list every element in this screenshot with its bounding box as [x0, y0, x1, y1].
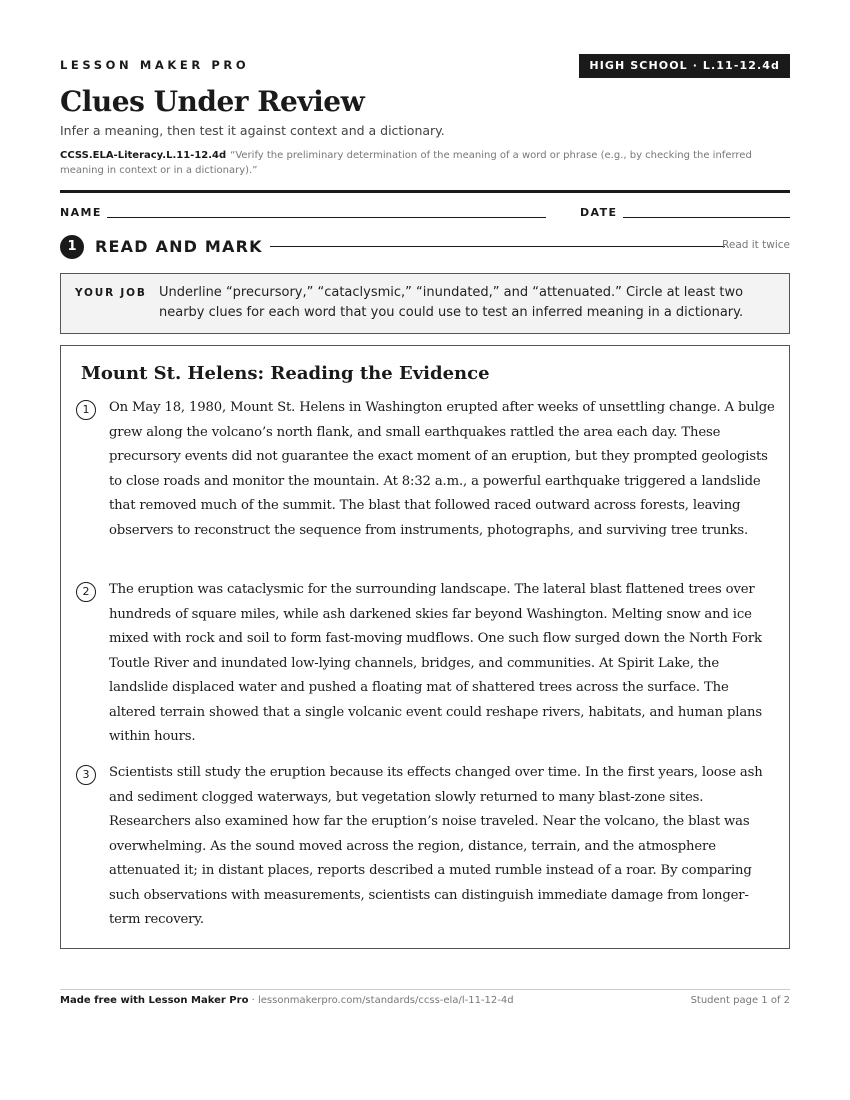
- footer-credit: Made free with Lesson Maker Pro: [60, 995, 249, 1006]
- paragraph-number: 1: [76, 400, 96, 420]
- date-field-line[interactable]: [623, 217, 790, 218]
- paragraph-number: 2: [76, 582, 96, 602]
- paragraph-text: On May 18, 1980, Mount St. Helens in Washington erupted after weeks of unsettling change. A bulge grew along the volcano’s north flank, and small earthquakes rattled the area each day. These precursory events did not guarantee the exact moment of an eruption, but they prompted geologists to close roads and monitor the mountain. At 8:32 a.m., a powerful earthquake triggered a landslide that removed much of the summit. The blast that followed raced outward across forests, leaving observers to reconstruct the sequence from instruments, photographs, and surviving tree trunks.: [109, 400, 775, 538]
- section-note: Read it twice: [722, 239, 790, 251]
- section-heading: READ AND MARK: [95, 237, 263, 256]
- standard-code: CCSS.ELA-Literacy.L.11-12.4d: [60, 150, 227, 161]
- passage-title: Mount St. Helens: Reading the Evidence: [81, 363, 490, 384]
- standard-description: [60, 148, 790, 178]
- paragraph-text: Scientists still study the eruption because its effects changed over time. In the first years, loose ash and sediment clogged waterways, but vegetation slowly returned to many blast-zone sites. Researchers also examined how far the eruption’s noise traveled. Near the volcano, the blast was overwhelming. As the sound moved across the region, distance, terrain, and the atmosphere attenuated it; in distant places, reports described a muted rumble instead of a roar. By comparing such observations with measurements, scientists can distinguish immediate damage from longer-term recovery.: [109, 765, 763, 927]
- top-bar: [60, 54, 790, 78]
- page-subtitle: Infer a meaning, then test it against context and a dictionary.: [60, 123, 445, 138]
- page-footer: [60, 995, 790, 1006]
- brand-name: LESSON MAKER PRO: [60, 58, 250, 72]
- instructions-label: YOUR JOB: [75, 287, 147, 299]
- paragraph-text: The eruption was cataclysmic for the surrounding landscape. The lateral blast flattened trees over hundreds of square miles, while ash darkened skies far beyond Washington. Melting snow and ice mixed with rock and soil to form fast-moving mudflows. One such flow surged down the North Fork Toutle River and inundated low-lying channels, bridges, and communities. At Spirit Lake, the landslide displaced water and pushed a floating mat of shattered trees across the surface. The altered terrain showed that a single volcanic event could reshape rivers, habitats, and human plans within hours.: [109, 582, 763, 744]
- page-number: Student page 1 of 2: [690, 995, 790, 1006]
- paragraph-number: 3: [76, 765, 96, 785]
- grade-standard-badge: HIGH SCHOOL · L.11-12.4d: [579, 54, 790, 78]
- header-divider: [60, 190, 790, 193]
- standard-quote: “Verify the preliminary determination of the meaning of a word or phrase (e.g., by checking the inferred meaning in context or in a dictionary).”: [60, 150, 752, 176]
- footer-url[interactable]: · lessonmakerpro.com/standards/ccss-ela/l-11-12-4d: [248, 995, 514, 1006]
- section-header: [60, 235, 790, 259]
- footer-divider: [60, 989, 790, 990]
- reading-passage: [60, 345, 790, 949]
- name-date-row: [60, 205, 790, 221]
- name-field-line[interactable]: [107, 217, 546, 218]
- section-number-badge: 1: [60, 235, 84, 259]
- instructions-box: [60, 273, 790, 334]
- name-label: NAME: [60, 206, 102, 219]
- instructions-text: Underline “precursory,” “cataclysmic,” “inundated,” and “attenuated.” Circle at least two nearby clues for each word that you could use to test an inferred meaning in a dictionary.: [159, 285, 744, 320]
- date-label: DATE: [580, 206, 618, 219]
- section-rule: [270, 246, 725, 247]
- page-title: Clues Under Review: [60, 85, 365, 118]
